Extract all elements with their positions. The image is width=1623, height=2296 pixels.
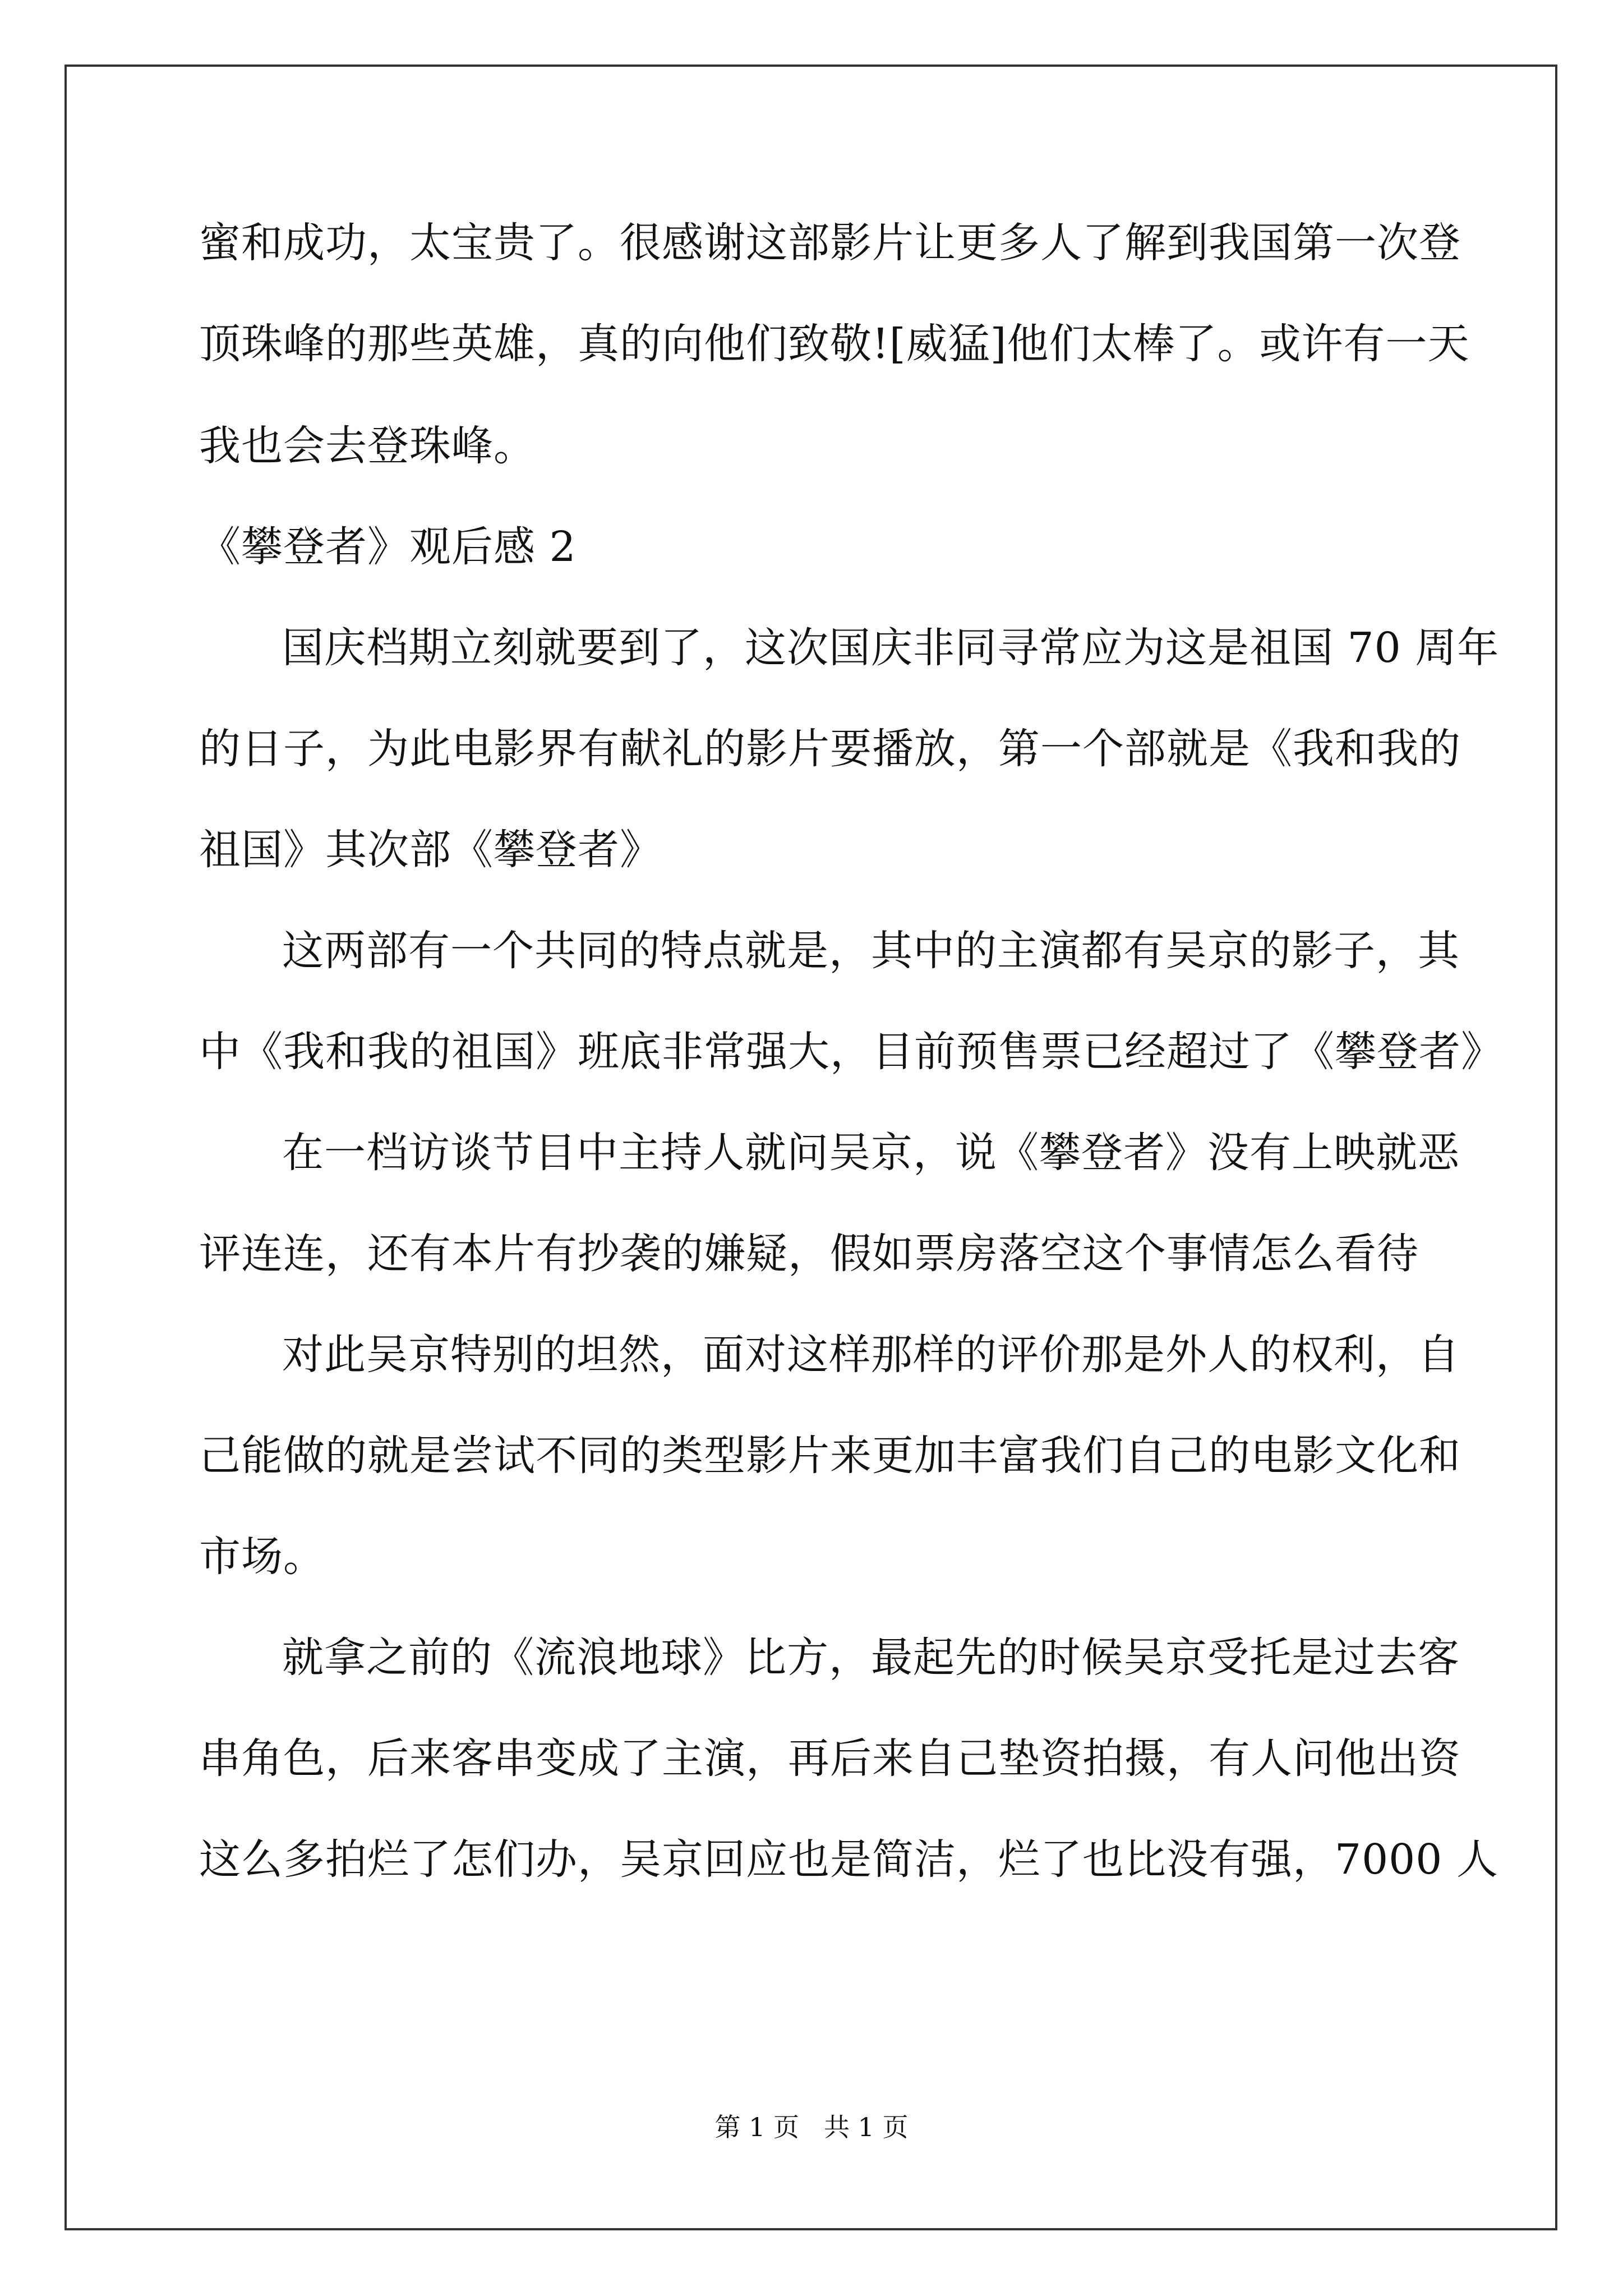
- text-line: 市场。: [199, 1533, 325, 1581]
- text-line: 己能做的就是尝试不同的类型影片来更加丰富我们自己的电影文化和: [199, 1432, 1461, 1480]
- text-line: 在一档访谈节目中主持人就问吴京，说《攀登者》没有上映就恶: [282, 1129, 1460, 1177]
- text-line: 我也会去登珠峰。: [199, 422, 536, 470]
- text-line: 这两部有一个共同的特点就是，其中的主演都有吴京的影子，其: [282, 927, 1460, 975]
- page-footer: [0, 2110, 1623, 2144]
- text-line: 祖国》其次部《攀登者》: [199, 826, 662, 874]
- text-line: 蜜和成功，太宝贵了。很感谢这部影片让更多人了解到我国第一次登: [199, 219, 1461, 267]
- text-line: 这么多拍烂了怎们办，吴京回应也是简洁，烂了也比没有强，7000 人: [199, 1835, 1498, 1884]
- section-heading: 《攀登者》观后感 2: [199, 523, 577, 571]
- text-line: 串角色，后来客串变成了主演，再后来自己垫资拍摄，有人问他出资: [199, 1734, 1461, 1783]
- text-line: 就拿之前的《流浪地球》比方，最起先的时候吴京受托是过去客: [282, 1634, 1460, 1682]
- text-line: 国庆档期立刻就要到了，这次国庆非同寻常应为这是祖国 70 周年: [282, 624, 1500, 672]
- page-number-total: 共 1 页: [824, 2112, 909, 2142]
- text-line: 对此吴京特别的坦然，面对这样那样的评价那是外人的权利，自: [282, 1331, 1460, 1379]
- text-line: 评连连，还有本片有抄袭的嫌疑，假如票房落空这个事情怎么看待: [199, 1230, 1419, 1278]
- text-line: 的日子，为此电影界有献礼的影片要播放，第一个部就是《我和我的: [199, 725, 1461, 773]
- page-number-current: 第 1 页: [714, 2112, 799, 2142]
- text-line: 顶珠峰的那些英雄，真的向他们致敬![威猛]他们太棒了。或许有一天: [199, 320, 1470, 368]
- text-line: 中《我和我的祖国》班底非常强大，目前预售票已经超过了《攀登者》: [199, 1028, 1503, 1076]
